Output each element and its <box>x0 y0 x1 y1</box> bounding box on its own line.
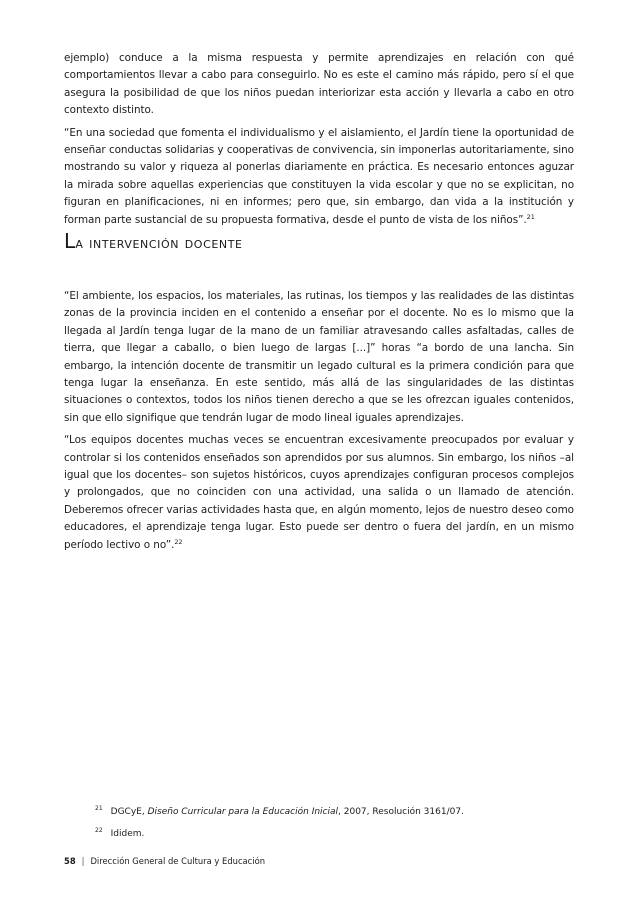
footnote-reference[interactable]: 22 <box>174 537 183 546</box>
paragraph-text: ejemplo) conduce a la misma respuesta y permite aprendizajes en relación con qué comportamientos llevar a cabo para conseguirlo. No es este el camino más rápido, pero sí el que asegura la posibilidad de que los niños puedan interiorizar esta acción y llevarla a cabo en otro contexto distinto. <box>64 52 574 117</box>
footer-separator: | <box>81 856 85 866</box>
footer-publisher: Dirección General de Cultura y Educación <box>90 856 266 866</box>
section-heading <box>64 229 243 253</box>
body-paragraph <box>64 50 574 120</box>
heading-title: a intervención docente <box>75 233 243 252</box>
footnote-number: 22 <box>95 827 103 834</box>
footnote <box>95 828 565 840</box>
body-paragraph <box>64 432 574 554</box>
footnote-text: , 2007, Resolución 3161/07. <box>338 807 464 817</box>
intro-text-block <box>64 50 574 229</box>
footnotes <box>95 806 565 850</box>
footnote-title: Diseño Curricular para la Educación Inicial <box>147 807 339 817</box>
quote-text: “En una sociedad que fomenta el individualismo y el aislamiento, el Jardín tiene la oportunidad de enseñar conductas solidarias y cooperativas de convivencia, sin imponerlas autoritariamente, sino mostrando su valor y riqueza al ponerlas diariamente en práctica. Es necesario entonces aguzar la mirada sobre aquellas experiencias que constituyen la vida escolar y que no se explicitan, no figuran en planificaciones, ni en informes; pero que, sin embargo, dan vida a la institución y forman parte sustancial de su propuesta formativa, desde el punto de vista de los niños”. <box>64 126 574 226</box>
footnote-text: DGCyE, <box>110 807 148 817</box>
quote-text: “El ambiente, los espacios, los materiales, las rutinas, los tiempos y las realidades de las distintas zonas de la provincia inciden en el contenido a enseñar por el docente. No es lo mismo que la llegada al Jardín tenga lugar de la mano de un familiar atravesando calles asfaltadas, calles de tierra, que llegar a caballo, o bien luego de largas [...]” horas “a bordo de una lancha. Sin embargo, la intención docente de transmitir un legado cultural es la primera condición para que tenga lugar la enseñanza. En este sentido, más allá de las singularidades de las distintas situaciones o contextos, todos los niños tienen derecho a que se les ofrezcan iguales contenidos, sin que ello signifique que tendrán lugar de modo lineal iguales aprendizajes. <box>64 290 574 424</box>
footnote-number: 21 <box>95 805 103 812</box>
page-number: 58 <box>64 856 76 866</box>
footnote-reference[interactable]: 21 <box>526 212 535 221</box>
footnote <box>95 806 565 818</box>
page-footer <box>64 856 265 866</box>
section-text-block <box>64 288 574 554</box>
quote-text: “Los equipos docentes muchas veces se encuentran excesivamente preocupados por evaluar y controlar si los contenidos enseñados son aprendidos por sus alumnos. Sin embargo, los niños –al igual que los docentes– son sujetos históricos, cuyos aprendizajes configuran procesos complejos y prolongados, que no coinciden con una actividad, una salida o un llamado de atención. Deberemos ofrecer varias actividades hasta que, en algún momento, lejos de nuestro deseo como educadores, el aprendizaje tenga lugar. Esto puede ser dentro o fuera del jardín, en un mismo período lectivo o no”. <box>64 434 574 551</box>
footnote-text: Ididem. <box>110 829 145 839</box>
body-paragraph <box>64 288 574 427</box>
heading-initial: L <box>64 229 76 253</box>
body-paragraph <box>64 125 574 229</box>
